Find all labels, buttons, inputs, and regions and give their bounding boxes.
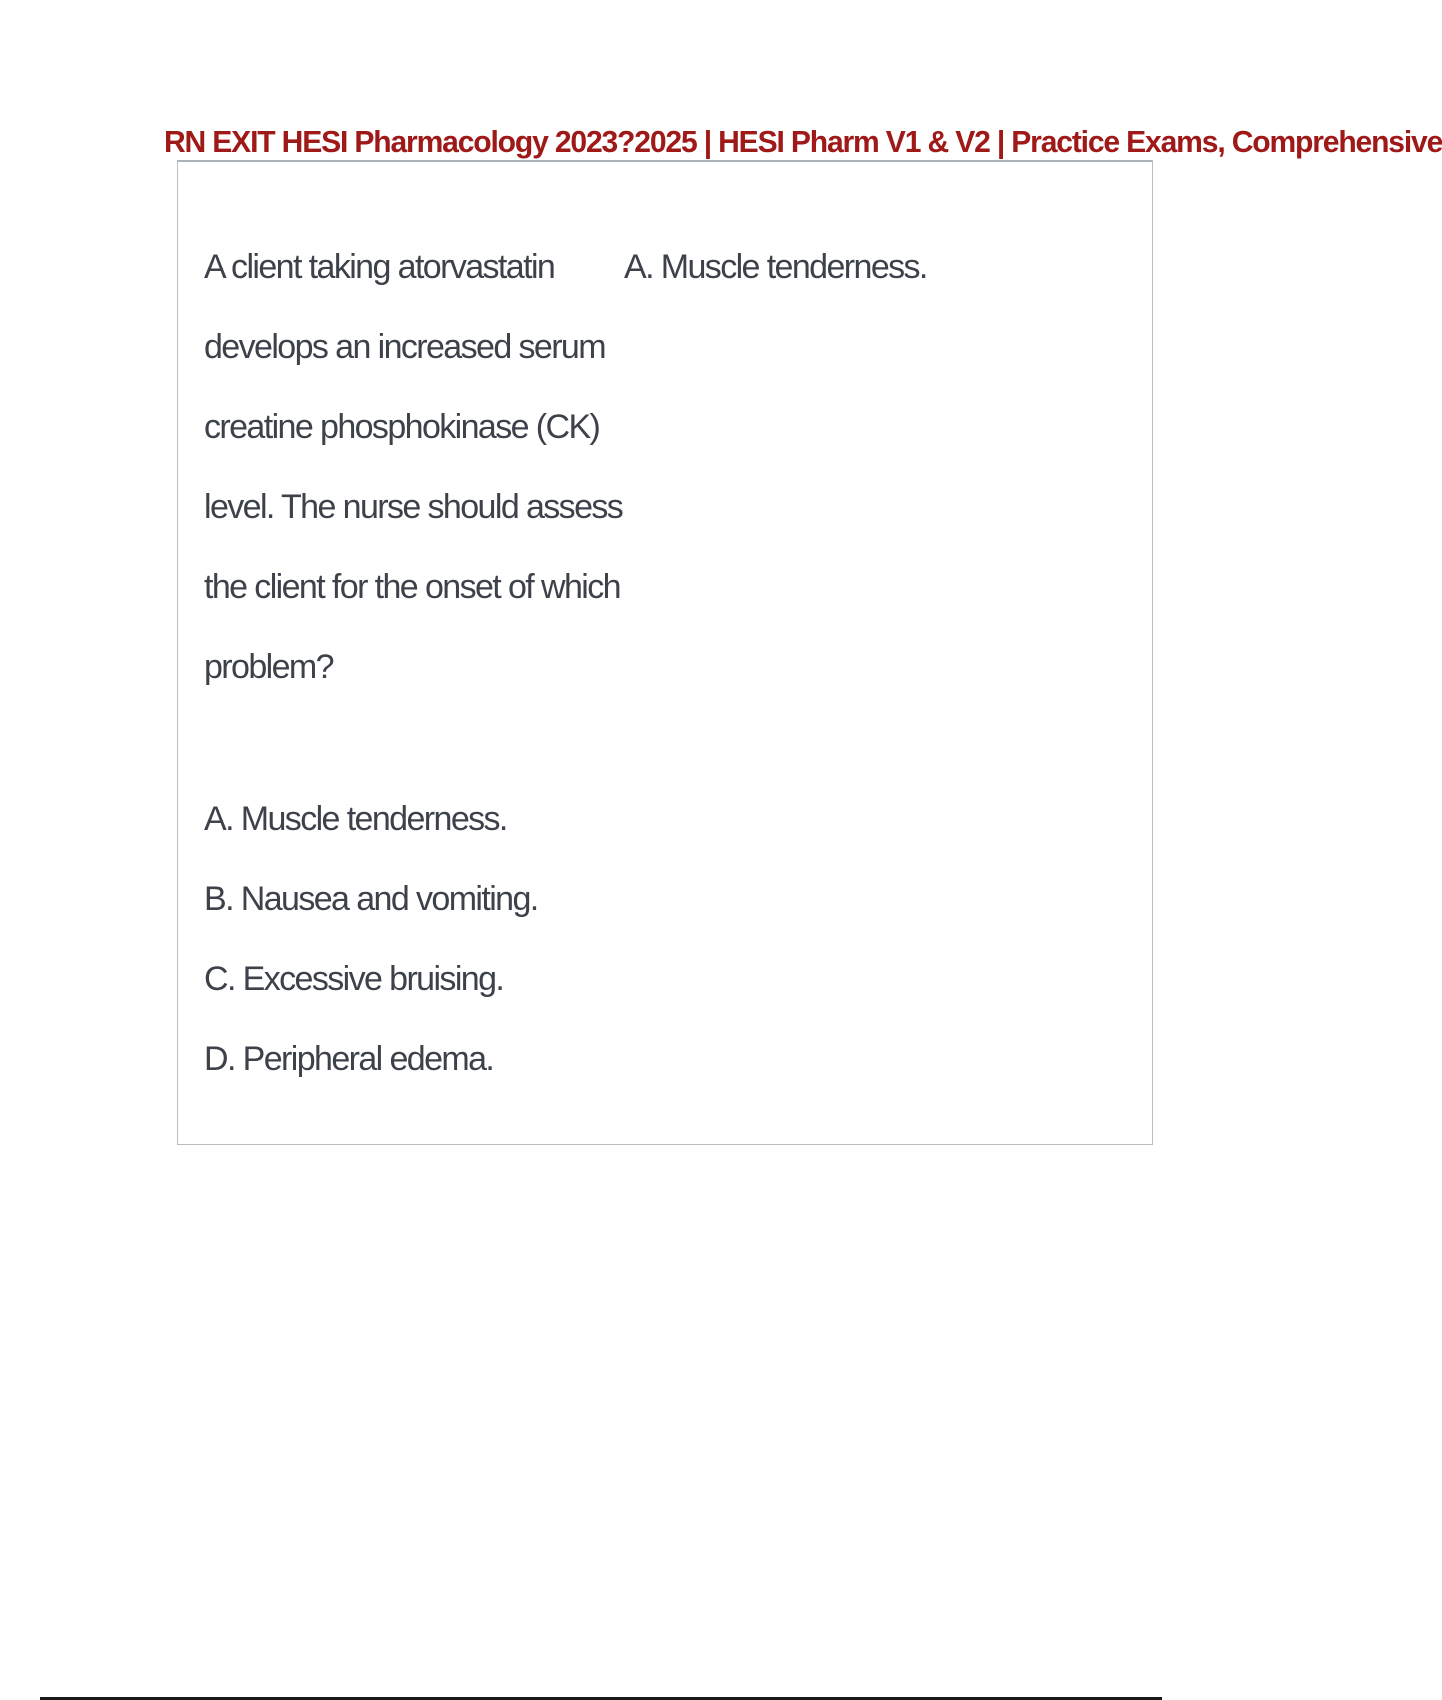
question-line: creatine phosphokinase (CK) xyxy=(204,408,600,446)
flashcard xyxy=(177,160,1153,1145)
document-title: RN EXIT HESI Pharmacology 2023?2025 | HESI Pharm V1 & V2 | Practice Exams, Comprehensive xyxy=(164,124,1442,159)
correct-answer: A. Muscle tenderness. xyxy=(624,248,927,286)
question-line: the client for the onset of which xyxy=(204,568,620,606)
question-line: A client taking atorvastatin xyxy=(204,248,555,286)
option-b: B. Nausea and vomiting. xyxy=(204,880,538,918)
option-c: C. Excessive bruising. xyxy=(204,960,504,998)
option-a: A. Muscle tenderness. xyxy=(204,800,507,838)
option-d: D. Peripheral edema. xyxy=(204,1040,494,1078)
question-line: level. The nurse should assess xyxy=(204,488,623,526)
question-line: problem? xyxy=(204,648,333,686)
question-line: develops an increased serum xyxy=(204,328,605,366)
question-text xyxy=(204,227,623,707)
answer-options xyxy=(204,779,604,1099)
